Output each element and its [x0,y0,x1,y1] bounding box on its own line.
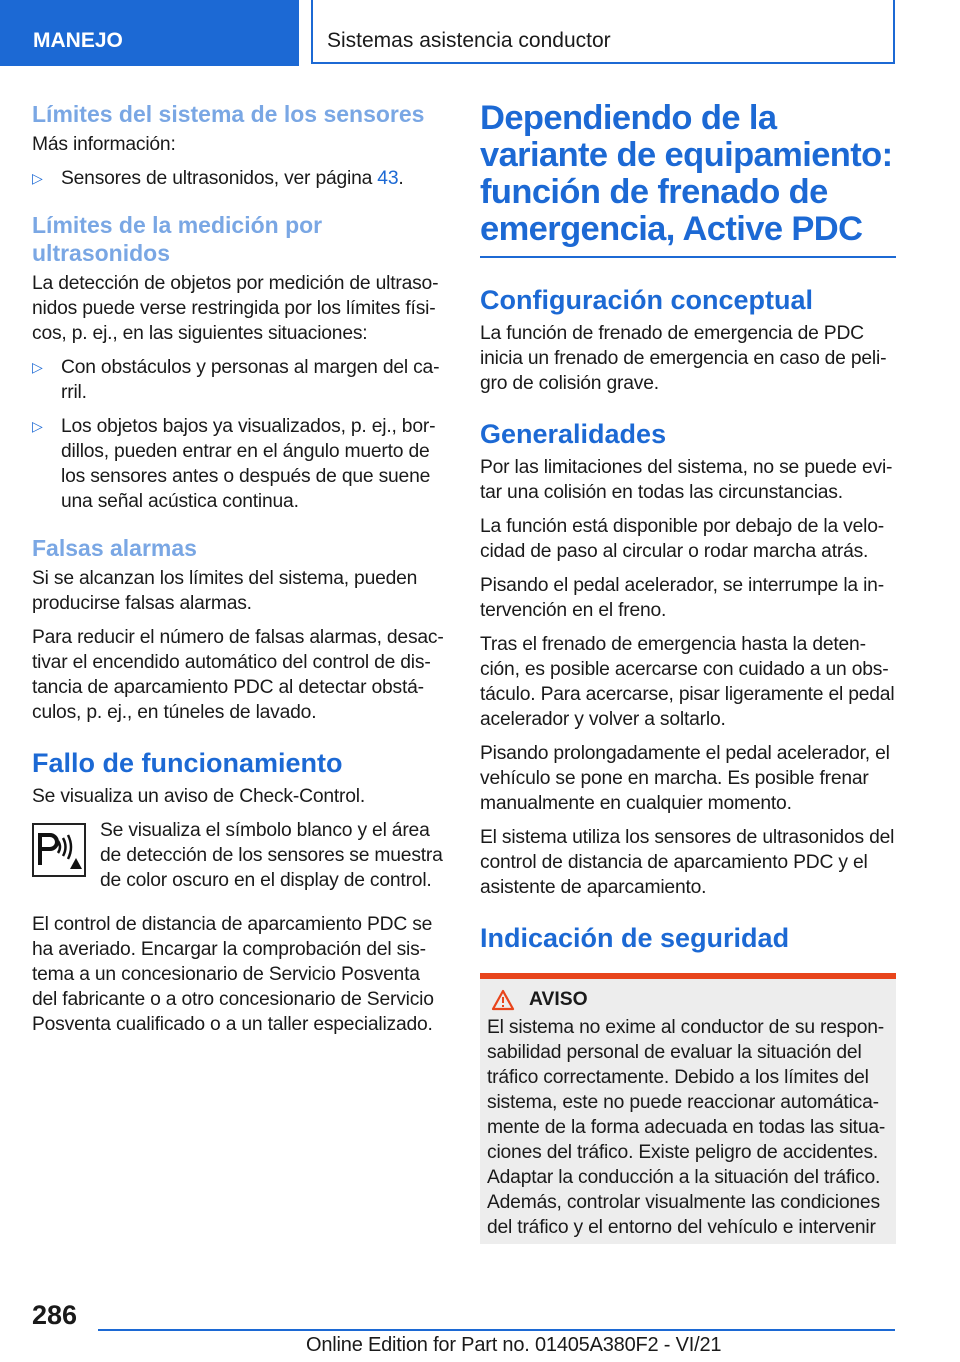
situation-list [32,355,448,514]
heading-measure-limits: Límites de la medición por ultrasonidos [32,212,323,266]
list-item: ▷ Los objetos bajos ya visualizados, p. ej., bordillos, pueden entrar en el ángulo muerto de los sensores antes o después de que suene una señal acústica continua. [32,416,436,512]
warning-triangle-icon [491,989,515,1011]
general-paragraph: Pisando el pedal acelerador, se interrumpe la intervención en el freno. [480,575,885,621]
right-column [480,100,896,1244]
bullet-triangle-icon: ▷ [32,170,43,186]
bullet-triangle-icon: ▷ [32,359,43,375]
warning-title: AVISO [529,989,588,1010]
general-paragraph: Tras el frenado de emergencia hasta la detención, es posible acercarse con cuidado a un obstáculo. Para acercarse, pisar ligeramente el pedal acelerador y volver a soltarlo. [480,634,895,730]
heading-concept: Configuración conceptual [480,285,814,315]
general-paragraph: El sistema utiliza los sensores de ultrasonidos del control de distancia de aparcamiento PDC y el asistente de aparcamiento. [480,827,895,898]
detection-paragraph: La detección de objetos por medición de ultrasonidos puede verse restringida por los límites físicos, p. ej., en las siguientes situaciones: [32,273,439,344]
page-number: 286 [32,1300,78,1330]
heading-general: Generalidades [480,419,667,449]
heading-false-alarms: Falsas alarmas [32,535,197,561]
list-item: ▷ Con obstáculos y personas al margen del carril. [32,357,440,403]
check-control-paragraph: Se visualiza un aviso de Check-Control. [32,786,366,807]
pdc-malfunction-icon [32,823,86,877]
edition-footer: Online Edition for Part no. 01405A380F2 - VI/21 [306,1334,722,1356]
false-alarms-paragraph-2: Para reducir el número de falsas alarmas, desactivar el encendido automático del control de distancia de aparcamiento PDC al detectar obstáculos, p. ej., en túneles de lavado. [32,627,444,723]
sensor-list [32,166,448,191]
page-header [0,0,960,66]
section-tab: MANEJO [0,0,299,66]
more-info-label: Más información: [32,134,176,155]
chapter-title: Sistemas asistencia conductor [311,0,895,64]
general-paragraph: Por las limitaciones del sistema, no se puede evitar una colisión en todas las circunstancias. [480,457,893,503]
main-heading: Dependiendo de la variante de equipamiento: función de frenado de emergencia, Active PDC [480,100,896,258]
heading-malfunction: Fallo de funcionamiento [32,748,343,778]
general-paragraph: La función está disponible por debajo de la velocidad de paso al circular o rodar marcha atrás. [480,516,885,562]
heading-sensor-limits: Límites del sistema de los sensores [32,101,425,127]
warning-box [480,973,896,1244]
concept-paragraph: La función de frenado de emergencia de PDC inicia un frenado de emergencia en caso de peligro de colisión grave. [480,323,887,394]
symbol-paragraph: Se visualiza el símbolo blanco y el área de detección de los sensores se muestra de color oscuro en el display de control. [100,820,443,891]
left-column [32,100,448,1046]
false-alarms-paragraph-1: Si se alcanzan los límites del sistema, pueden producirse falsas alarmas. [32,568,418,614]
warning-header [487,989,889,1011]
heading-safety: Indicación de seguridad [480,923,790,953]
symbol-description [32,818,448,898]
bullet-triangle-icon: ▷ [32,418,43,434]
page-link[interactable]: 43 [377,168,399,189]
list-item: ▷ Sensores de ultrasonidos, ver página 43. [32,168,404,189]
warning-text: El sistema no exime al conductor de su responsabilidad personal de evaluar la situación del tráfico correctamente. Debido a los límites del sistema, este no puede reaccionar automáticamente de la forma adecuada en todas las situaciones del tráfico. Existe peligro de accidentes. Adaptar la conducción a la situación del tráfico. Además, controlar visualmente las condiciones del tráfico y el entorno del vehículo e intervenir [487,1017,886,1238]
footer-divider [98,1329,895,1331]
general-paragraph: Pisando prolongadamente el pedal acelerador, el vehículo se pone en marcha. Es posible frenar manualmente en cualquier momento. [480,743,890,814]
broken-paragraph: El control de distancia de aparcamiento PDC se ha averiado. Encargar la comprobación del sistema a un concesionario de Servicio Posventa del fabricante o a otro concesionario de Servicio Posventa cualificado o a un taller especializado. [32,914,434,1035]
